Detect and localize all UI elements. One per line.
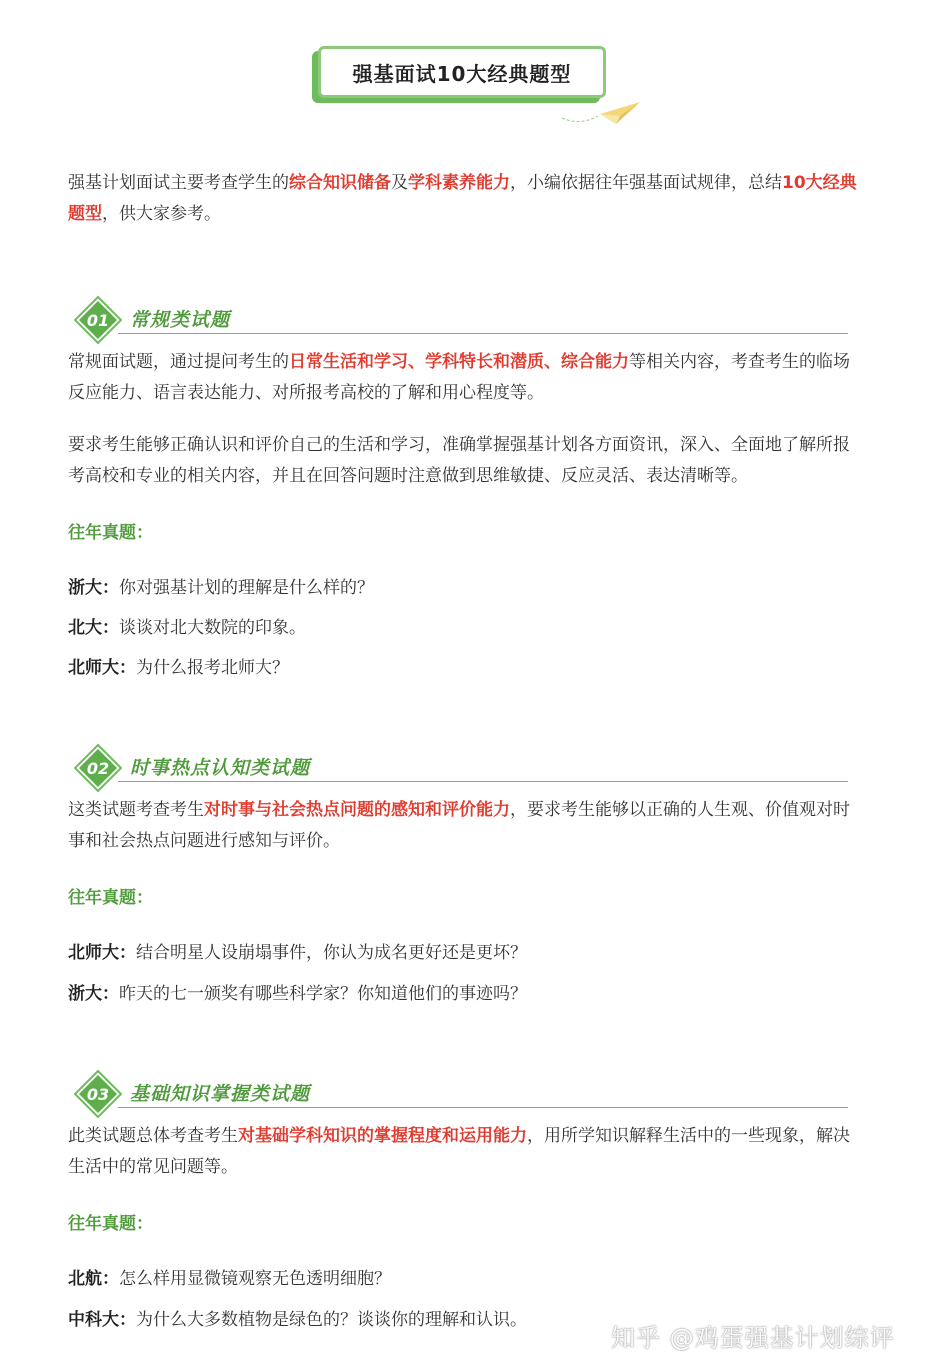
intro-highlight-2: 学科素养能力 bbox=[408, 173, 510, 193]
section-divider bbox=[118, 1107, 848, 1108]
section-03-header bbox=[74, 1070, 848, 1118]
paragraph-text: ，用所学知识解释生活中的一些现象，解决生活中的常见问题等。 bbox=[68, 1126, 850, 1177]
school-name: 北师大： bbox=[68, 658, 136, 678]
school-name: 北大： bbox=[68, 618, 119, 638]
paragraph-highlight: 日常生活和学习、学科特长和潜质、综合能力 bbox=[289, 352, 629, 372]
question-item bbox=[68, 979, 527, 1004]
section-01-paragraph-2: 要求考生能够正确认识和评价自己的生活和学习，准确掌握强基计划各方面资讯，深入、全面地了解所报考高校和专业的相关内容，并且在回答问题时注意做到思维敏捷、反应灵活、表达清晰等。 bbox=[68, 435, 850, 486]
school-name: 浙大： bbox=[68, 578, 119, 598]
school-name: 浙大： bbox=[68, 984, 119, 1004]
page-title: 强基面试10大经典题型 bbox=[318, 46, 606, 98]
section-title: 基础知识掌握类试题 bbox=[130, 1083, 311, 1105]
school-name: 北师大： bbox=[68, 943, 136, 963]
intro-text-4: ，供大家参考。 bbox=[102, 204, 221, 224]
section-number-badge bbox=[74, 296, 122, 344]
section-02-paragraph-1 bbox=[68, 795, 863, 857]
question-item bbox=[68, 938, 527, 963]
section-number-badge bbox=[74, 744, 122, 792]
section-divider bbox=[118, 781, 848, 782]
question-item bbox=[68, 1264, 391, 1289]
question-item bbox=[68, 1305, 527, 1330]
watermark: 知乎 @鸡蛋强基计划综评 bbox=[611, 1324, 895, 1352]
section-number: 02 bbox=[86, 759, 110, 778]
question-item bbox=[68, 613, 306, 638]
past-questions-label: 往年真题： bbox=[68, 888, 153, 908]
paragraph-highlight: 对时事与社会热点问题的感知和评价能力 bbox=[204, 800, 510, 820]
section-number: 01 bbox=[86, 311, 110, 330]
intro-paragraph bbox=[68, 168, 863, 230]
paragraph-text: 常规面试题，通过提问考生的 bbox=[68, 352, 289, 372]
paragraph-text: 等相关内容，考查考生的临场反应能力、语言表达能力、对所报考高校的了解和用心程度等。 bbox=[68, 352, 850, 403]
paragraph-text: 此类试题总体考查考生 bbox=[68, 1126, 238, 1146]
intro-highlight-1: 综合知识储备 bbox=[289, 173, 391, 193]
section-title: 时事热点认知类试题 bbox=[130, 757, 311, 779]
question-text: 为什么报考北师大？ bbox=[136, 658, 289, 678]
section-number: 03 bbox=[86, 1085, 110, 1104]
school-name: 北航： bbox=[68, 1269, 119, 1289]
question-text: 怎么样用显微镜观察无色透明细胞？ bbox=[119, 1269, 391, 1289]
section-title: 常规类试题 bbox=[130, 309, 231, 331]
intro-highlight-3: 10大经典题型 bbox=[68, 173, 857, 224]
question-item bbox=[68, 653, 289, 678]
question-text: 谈谈对北大数院的印象。 bbox=[119, 618, 306, 638]
question-text: 你对强基计划的理解是什么样的？ bbox=[119, 578, 374, 598]
section-01-paragraph-1 bbox=[68, 347, 863, 409]
paper-plane-icon bbox=[560, 100, 642, 130]
section-02-header bbox=[74, 744, 848, 792]
question-text: 昨天的七一颁奖有哪些科学家？你知道他们的事迹吗？ bbox=[119, 984, 527, 1004]
section-01-header bbox=[74, 296, 848, 344]
question-text: 为什么大多数植物是绿色的？谈谈你的理解和认识。 bbox=[136, 1310, 527, 1330]
intro-text-1: 强基计划面试主要考查学生的 bbox=[68, 173, 289, 193]
intro-text-3: ，小编依据往年强基面试规律，总结 bbox=[510, 173, 782, 193]
question-text: 结合明星人设崩塌事件，你认为成名更好还是更坏？ bbox=[136, 943, 527, 963]
section-divider bbox=[118, 333, 848, 334]
paragraph-highlight: 对基础学科知识的掌握程度和运用能力 bbox=[238, 1126, 527, 1146]
question-item bbox=[68, 573, 374, 598]
section-03-paragraph-1 bbox=[68, 1121, 863, 1183]
school-name: 中科大： bbox=[68, 1310, 136, 1330]
section-number-badge bbox=[74, 1070, 122, 1118]
past-questions-label: 往年真题： bbox=[68, 523, 153, 543]
past-questions-label: 往年真题： bbox=[68, 1214, 153, 1234]
intro-text-2: 及 bbox=[391, 173, 408, 193]
paragraph-text: ，要求考生能够以正确的人生观、价值观对时事和社会热点问题进行感知与评价。 bbox=[68, 800, 850, 851]
paragraph-text: 这类试题考查考生 bbox=[68, 800, 204, 820]
